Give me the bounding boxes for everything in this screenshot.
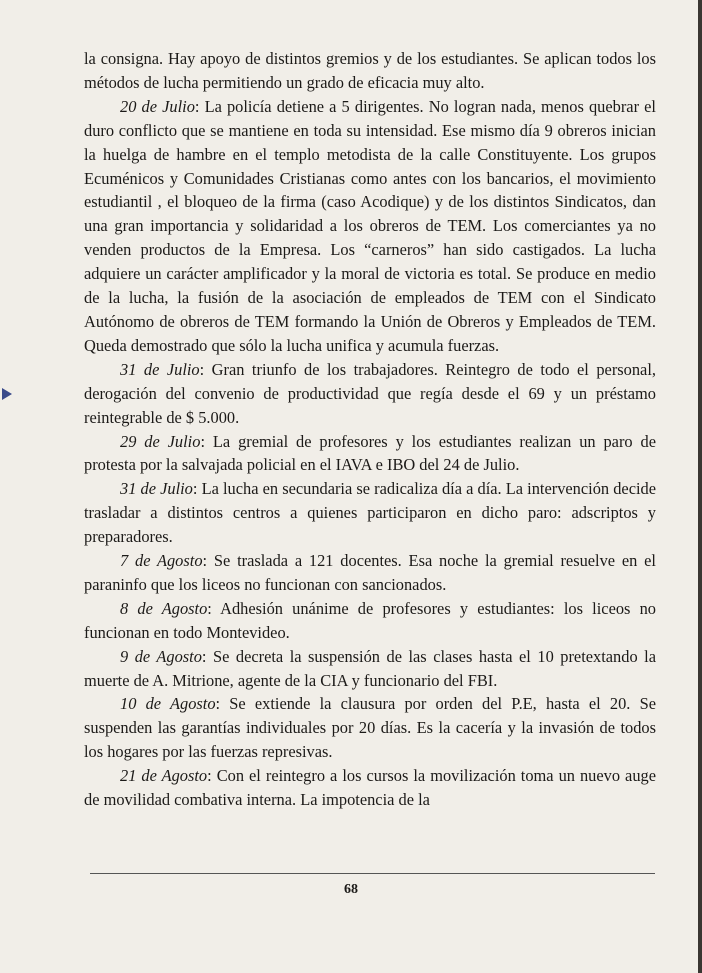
- paragraph-4: 31 de Julio: La lucha en secundaria se radicaliza día a día. La intervención decide trasladar a distintos centros a quienes participaron en dicho paro: adscriptos y preparadores.: [84, 479, 656, 547]
- paragraph-6: 8 de Agosto: Adhesión unánime de profesores y estudiantes: los liceos no funcionan en todo Montevideo.: [84, 598, 656, 642]
- footer-divider: [90, 873, 655, 874]
- entry-date: 20 de Julio: [120, 96, 195, 116]
- body-text: [84, 47, 656, 812]
- entry-date: 10 de Agosto: [120, 694, 216, 714]
- entry-date: 21 de Agosto: [120, 766, 208, 786]
- paragraph-1: 20 de Julio: La policía detiene a 5 dirigentes. No logran nada, menos quebrar el duro conflicto que se mantiene en toda su intensidad. Ese mismo día 9 obreros inician la huelga de hambre en el templo metodista de la calle Constituyente. Los grupos Ecuménicos y Comunidades Cristianas como antes con los bancarios, el movimiento estudiantil , el bloqueo de la firma (caso Acodique) y de los distintos Sindicatos, dan una gran importancia y solidaridad a los obreros de TEM. Los comerciantes ya no venden productos de la Empresa. Los “carneros” han sido castigados. La lucha adquiere un carácter amplificador y la moral de victoria es total. Se produce en medio de la lucha, la fusión de la asociación de empleados de TEM con el Sindicato Autónomo de obreros de TEM formando la Unión de Obreros y Empleados de TEM. Queda demostrado que sólo la lucha unifica y acumula fuerzas.: [84, 96, 656, 355]
- paragraph-5: 7 de Agosto: Se traslada a 121 docentes. Esa noche la gremial resuelve en el paraninfo que los liceos no funcionan con sancionados.: [84, 551, 656, 594]
- entry-date: 31 de Julio: [120, 479, 193, 499]
- paragraph-2: 31 de Julio: Gran triunfo de los trabajadores. Reintegro de todo el personal, derogación del convenio de productividad que regía desde el 69 y un préstamo reintegrable de $ 5.000.: [84, 359, 656, 427]
- entry-date: 29 de Julio: [120, 431, 201, 451]
- entry-date: 31 de Julio: [120, 359, 200, 379]
- paragraph-9: 21 de Agosto: Con el reintegro a los cursos la movilización toma un nuevo auge de movilidad combativa interna. La impotencia de la: [84, 766, 656, 810]
- paragraph-7: 9 de Agosto: Se decreta la suspensión de las clases hasta el 10 pretextando la muerte de A. Mitrione, agente de la CIA y funcionario del FBI.: [84, 646, 656, 690]
- paragraph-3: 29 de Julio: La gremial de profesores y los estudiantes realizan un paro de protesta por la salvajada policial en el IAVA e IBO del 24 de Julio.: [84, 431, 656, 475]
- entry-date: 9 de Agosto: [120, 646, 202, 666]
- paragraph-0: la consigna. Hay apoyo de distintos gremios y de los estudiantes. Se aplican todos los métodos de lucha permitiendo un grado de eficacia muy alto.: [84, 49, 656, 92]
- entry-date: 7 de Agosto: [120, 551, 203, 571]
- margin-arrow-icon: [2, 388, 12, 400]
- page-number: 68: [344, 882, 358, 897]
- paragraph-8: 10 de Agosto: Se extiende la clausura por orden del P.E, hasta el 20. Se suspenden las garantías individuales por 20 días. Es la cacería y la invasión de todos los hogares por las fuerzas represivas.: [84, 694, 656, 762]
- entry-date: 8 de Agosto: [120, 598, 208, 618]
